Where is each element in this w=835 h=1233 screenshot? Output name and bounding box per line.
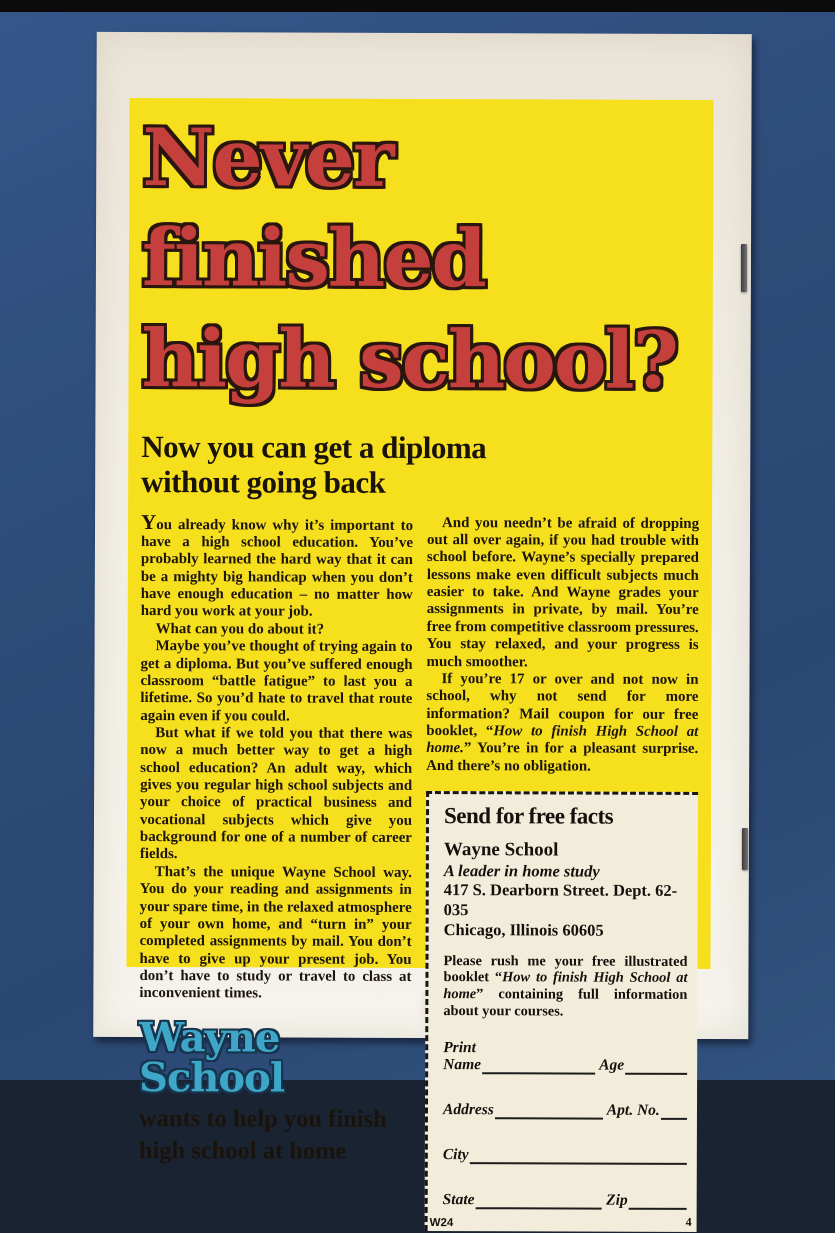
paragraph: Maybe you’ve thought of trying again to get a diploma. But you’ve suffered enough classroom “battle fatigue” to last you a lifetime. So you’d hate to travel that route again even if you could. bbox=[140, 638, 413, 725]
paragraph: You already know why it’s important to have a high school education. You’ve probably learned the hard way that it can be a mighty big handicap when you don’t have enough education – no matter how hard you work at your job. bbox=[140, 509, 414, 621]
dropcap: Y bbox=[141, 509, 157, 534]
body-columns bbox=[138, 509, 700, 1233]
comic-back-page bbox=[93, 32, 752, 1230]
headline-line2: high school? bbox=[141, 311, 678, 407]
state-underline bbox=[476, 1206, 603, 1210]
headline bbox=[141, 108, 700, 411]
age-underline bbox=[625, 1071, 687, 1075]
coupon-key-code: W24 bbox=[429, 1216, 454, 1230]
staple bbox=[742, 828, 748, 870]
coupon-school-name: Wayne School bbox=[443, 838, 559, 861]
print-label: Print bbox=[443, 1038, 476, 1057]
name-age-row bbox=[443, 1056, 687, 1075]
coupon-school-tagline: A leader in home study bbox=[443, 861, 600, 881]
city-underline bbox=[470, 1160, 687, 1165]
apt-underline bbox=[661, 1116, 687, 1120]
zip-underline bbox=[629, 1206, 687, 1210]
booklet-title-italic: How to finish High School at home bbox=[443, 969, 688, 1003]
logo-tagline bbox=[139, 1103, 411, 1168]
subheadline-line2: without going back bbox=[141, 464, 386, 501]
apt-label: Apt. No. bbox=[606, 1101, 660, 1120]
state-zip-row bbox=[443, 1191, 687, 1210]
headline-line1: Never finished bbox=[141, 111, 485, 306]
top-black-strip bbox=[0, 0, 835, 12]
paragraph: And you needn’t be afraid of dropping out all over again, if you had trouble with school before. Wayne’s specially prepared lessons make even difficult subjects much easier to take. And Wayne grades your assignments in private, by mail. You’re free from competitive classroom pressures. You stay relaxed, and your progress is much smoother. bbox=[426, 514, 700, 670]
wayne-school-advertisement bbox=[126, 98, 713, 1230]
city-row bbox=[443, 1146, 687, 1165]
paragraph: What can you do about it? bbox=[155, 620, 325, 638]
name-underline bbox=[482, 1070, 595, 1074]
body-right-column bbox=[425, 515, 700, 1233]
booklet-title-italic: How to finish High School at home. bbox=[426, 723, 699, 757]
wayne-school-logo: Wayne School bbox=[139, 1013, 285, 1102]
subheadline bbox=[141, 429, 699, 502]
address-label: Address bbox=[442, 1101, 494, 1119]
coupon-title: Send for free facts bbox=[443, 803, 614, 829]
paragraph: If you’re 17 or over and not now in school, why not send for more information? Mail coupon for our free booklet, “How to finish High School at home.” You’re in for a pleasant surprise. And there’s no obligation. bbox=[426, 670, 699, 775]
staple bbox=[741, 244, 747, 292]
address-row bbox=[443, 1101, 687, 1120]
mail-in-coupon bbox=[425, 791, 699, 1232]
coupon-request-text: Please rush me your free illustrated booklet “How to finish High School at home” containing full information about your courses. bbox=[443, 952, 688, 1020]
state-label: State bbox=[442, 1191, 475, 1209]
page-number: 4 bbox=[685, 1215, 692, 1230]
city-label: City bbox=[442, 1146, 469, 1164]
paragraph: That’s the unique Wayne School way. You do your reading and assignments in your spare time, in the relaxed atmosphere of your own home, and “turn in” your completed assignments by mail. You don’t have to give up your present job. You don’t have to study or travel to class at inconvenient times. bbox=[139, 863, 412, 1002]
subheadline-line1: Now you can get a diploma bbox=[141, 429, 487, 466]
coupon-address-line1: 417 S. Dearborn Street. Dept. 62-035 bbox=[443, 880, 678, 920]
age-label: Age bbox=[599, 1056, 625, 1074]
body-left-column bbox=[138, 509, 414, 1232]
logo-tagline-line1: wants to help you finish bbox=[138, 1104, 387, 1133]
zip-label: Zip bbox=[606, 1191, 628, 1210]
address-underline bbox=[495, 1116, 603, 1120]
name-label: Name bbox=[443, 1056, 482, 1074]
logo-tagline-line2: high school at home bbox=[138, 1136, 347, 1165]
coupon-address-line2: Chicago, Illinois 60605 bbox=[443, 920, 604, 941]
paragraph: But what if we told you that there was now a much better way to get a high school education? An adult way, which gives you regular high school subjects and your choice of practical business and vocational subjects which give you background for one of a number of career fields. bbox=[139, 725, 413, 863]
